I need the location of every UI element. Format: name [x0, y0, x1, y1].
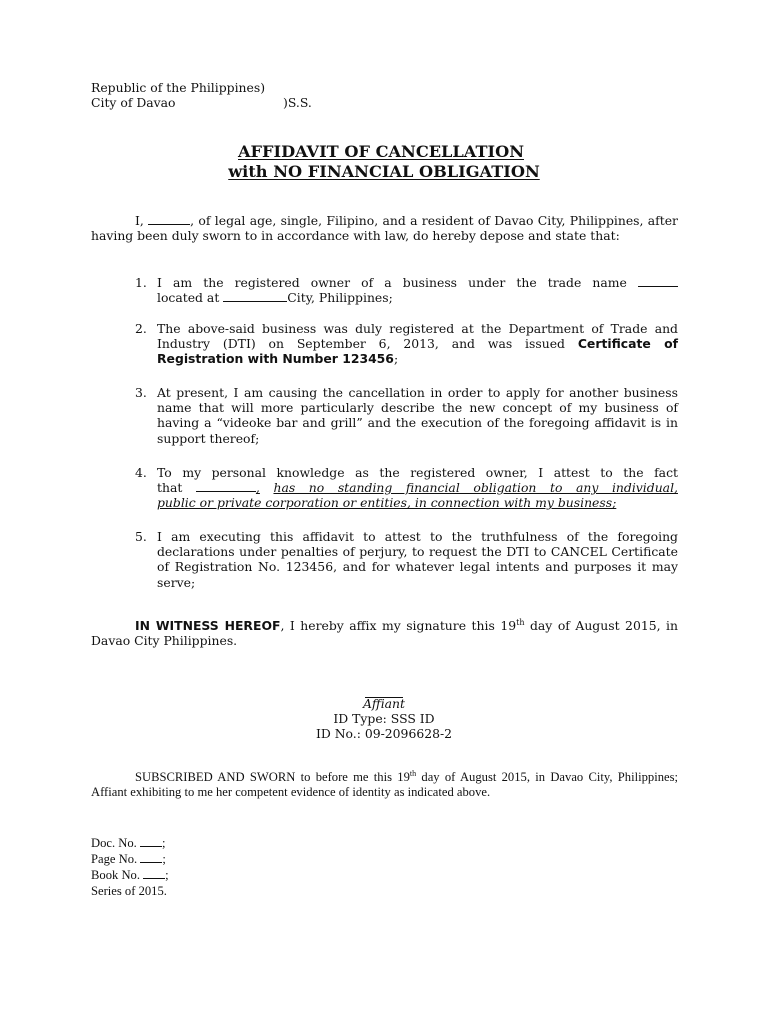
- page-no-label: Page No.: [91, 852, 138, 867]
- affiant-name-blank: [148, 213, 190, 225]
- item-text: ;: [393, 351, 399, 367]
- witness-paragraph: [91, 618, 678, 648]
- item-number: 5.: [135, 529, 147, 544]
- location-blank: [223, 290, 287, 302]
- item-text: I am executing this affidavit to attest to the truthfulness of the foregoing declarations under penalties of perjury, to request the DTI to CANCEL Certificate of Registration No. 123456, and for whatever legal intents and purposes it may serve;: [157, 529, 678, 590]
- intro-paragraph: [91, 213, 678, 243]
- doc-no-label: Doc. No.: [91, 836, 137, 850]
- affiant-label: Affiant: [362, 696, 406, 711]
- jurat-paragraph: [91, 770, 678, 800]
- page-no-blank: [140, 851, 162, 863]
- certificate-number: Certificate of Registration with Number 123456: [157, 336, 678, 367]
- item-number: 4.: [135, 465, 147, 480]
- witness-sup: th: [516, 618, 525, 627]
- venue-republic: Republic of the Philippines): [91, 80, 266, 95]
- intro-lead: I,: [135, 213, 144, 228]
- obligation-statement: public or private corporation or entities, in connection with my business;: [157, 495, 617, 511]
- venue-ss: )S.S.: [283, 95, 312, 110]
- notarial-registry: Doc. No. ; Page No. ; Book No. ; Series of 2015.: [91, 835, 391, 899]
- item-text: ,: [255, 480, 260, 496]
- item-text: City, Philippines;: [287, 290, 393, 306]
- series-label: Series of 2015.: [91, 883, 167, 898]
- jurat-text: SUBSCRIBED AND SWORN to before me this 19: [135, 770, 410, 784]
- trade-name-blank: [638, 275, 678, 287]
- business-name-blank: [196, 480, 256, 492]
- item-number: 2.: [135, 321, 147, 336]
- document-title: [0, 142, 768, 182]
- title-line-1: AFFIDAVIT OF CANCELLATION: [238, 142, 524, 161]
- intro-text: , of legal age, single, Filipino, and a resident of Davao City, Philippines, after having been duly sworn to in accordance with law, do hereby depose and state that:: [91, 213, 678, 244]
- item-number: 3.: [135, 385, 147, 400]
- book-no-blank: [143, 867, 165, 879]
- doc-no-blank: [140, 835, 162, 847]
- witness-heading: IN WITNESS HEREOF: [135, 618, 281, 633]
- item-text: that: [157, 480, 183, 496]
- obligation-statement: has no standing financial obligation to any individual,: [273, 480, 678, 496]
- book-no-label: Book No.: [91, 868, 140, 883]
- jurat-sup: th: [409, 769, 417, 778]
- item-text: located at: [157, 290, 220, 306]
- item-number: 1.: [135, 275, 147, 290]
- item-text: I am the registered owner of a business under the trade name: [157, 275, 627, 290]
- title-line-2: with NO FINANCIAL OBLIGATION: [228, 162, 540, 181]
- jurat-text: day of August 2015, in Davao City, Philippines; Affiant exhibiting to me her competent evidence of identity as indicated above.: [91, 770, 678, 800]
- witness-text: day of August 2015, in Davao City Philippines.: [91, 618, 678, 649]
- item-text: To my personal knowledge as the registered owner, I attest to the fact: [157, 465, 678, 480]
- item-text: The above-said business was duly registered at the Department of Trade and Industry (DTI) on September 6, 2013, and was issued: [157, 321, 678, 352]
- venue-block: [91, 80, 391, 110]
- witness-text: , I hereby affix my signature this 19: [280, 618, 517, 633]
- item-text: At present, I am causing the cancellation in order to apply for another business name that will more particularly describe the new concept of my business of having a “videoke bar and grill” and the execution of the foregoing affidavit is in support thereof;: [157, 385, 678, 446]
- venue-city: City of Davao: [91, 95, 176, 110]
- id-type: ID Type: SSS ID: [333, 711, 435, 726]
- id-number: ID No.: 09-2096628-2: [315, 726, 453, 741]
